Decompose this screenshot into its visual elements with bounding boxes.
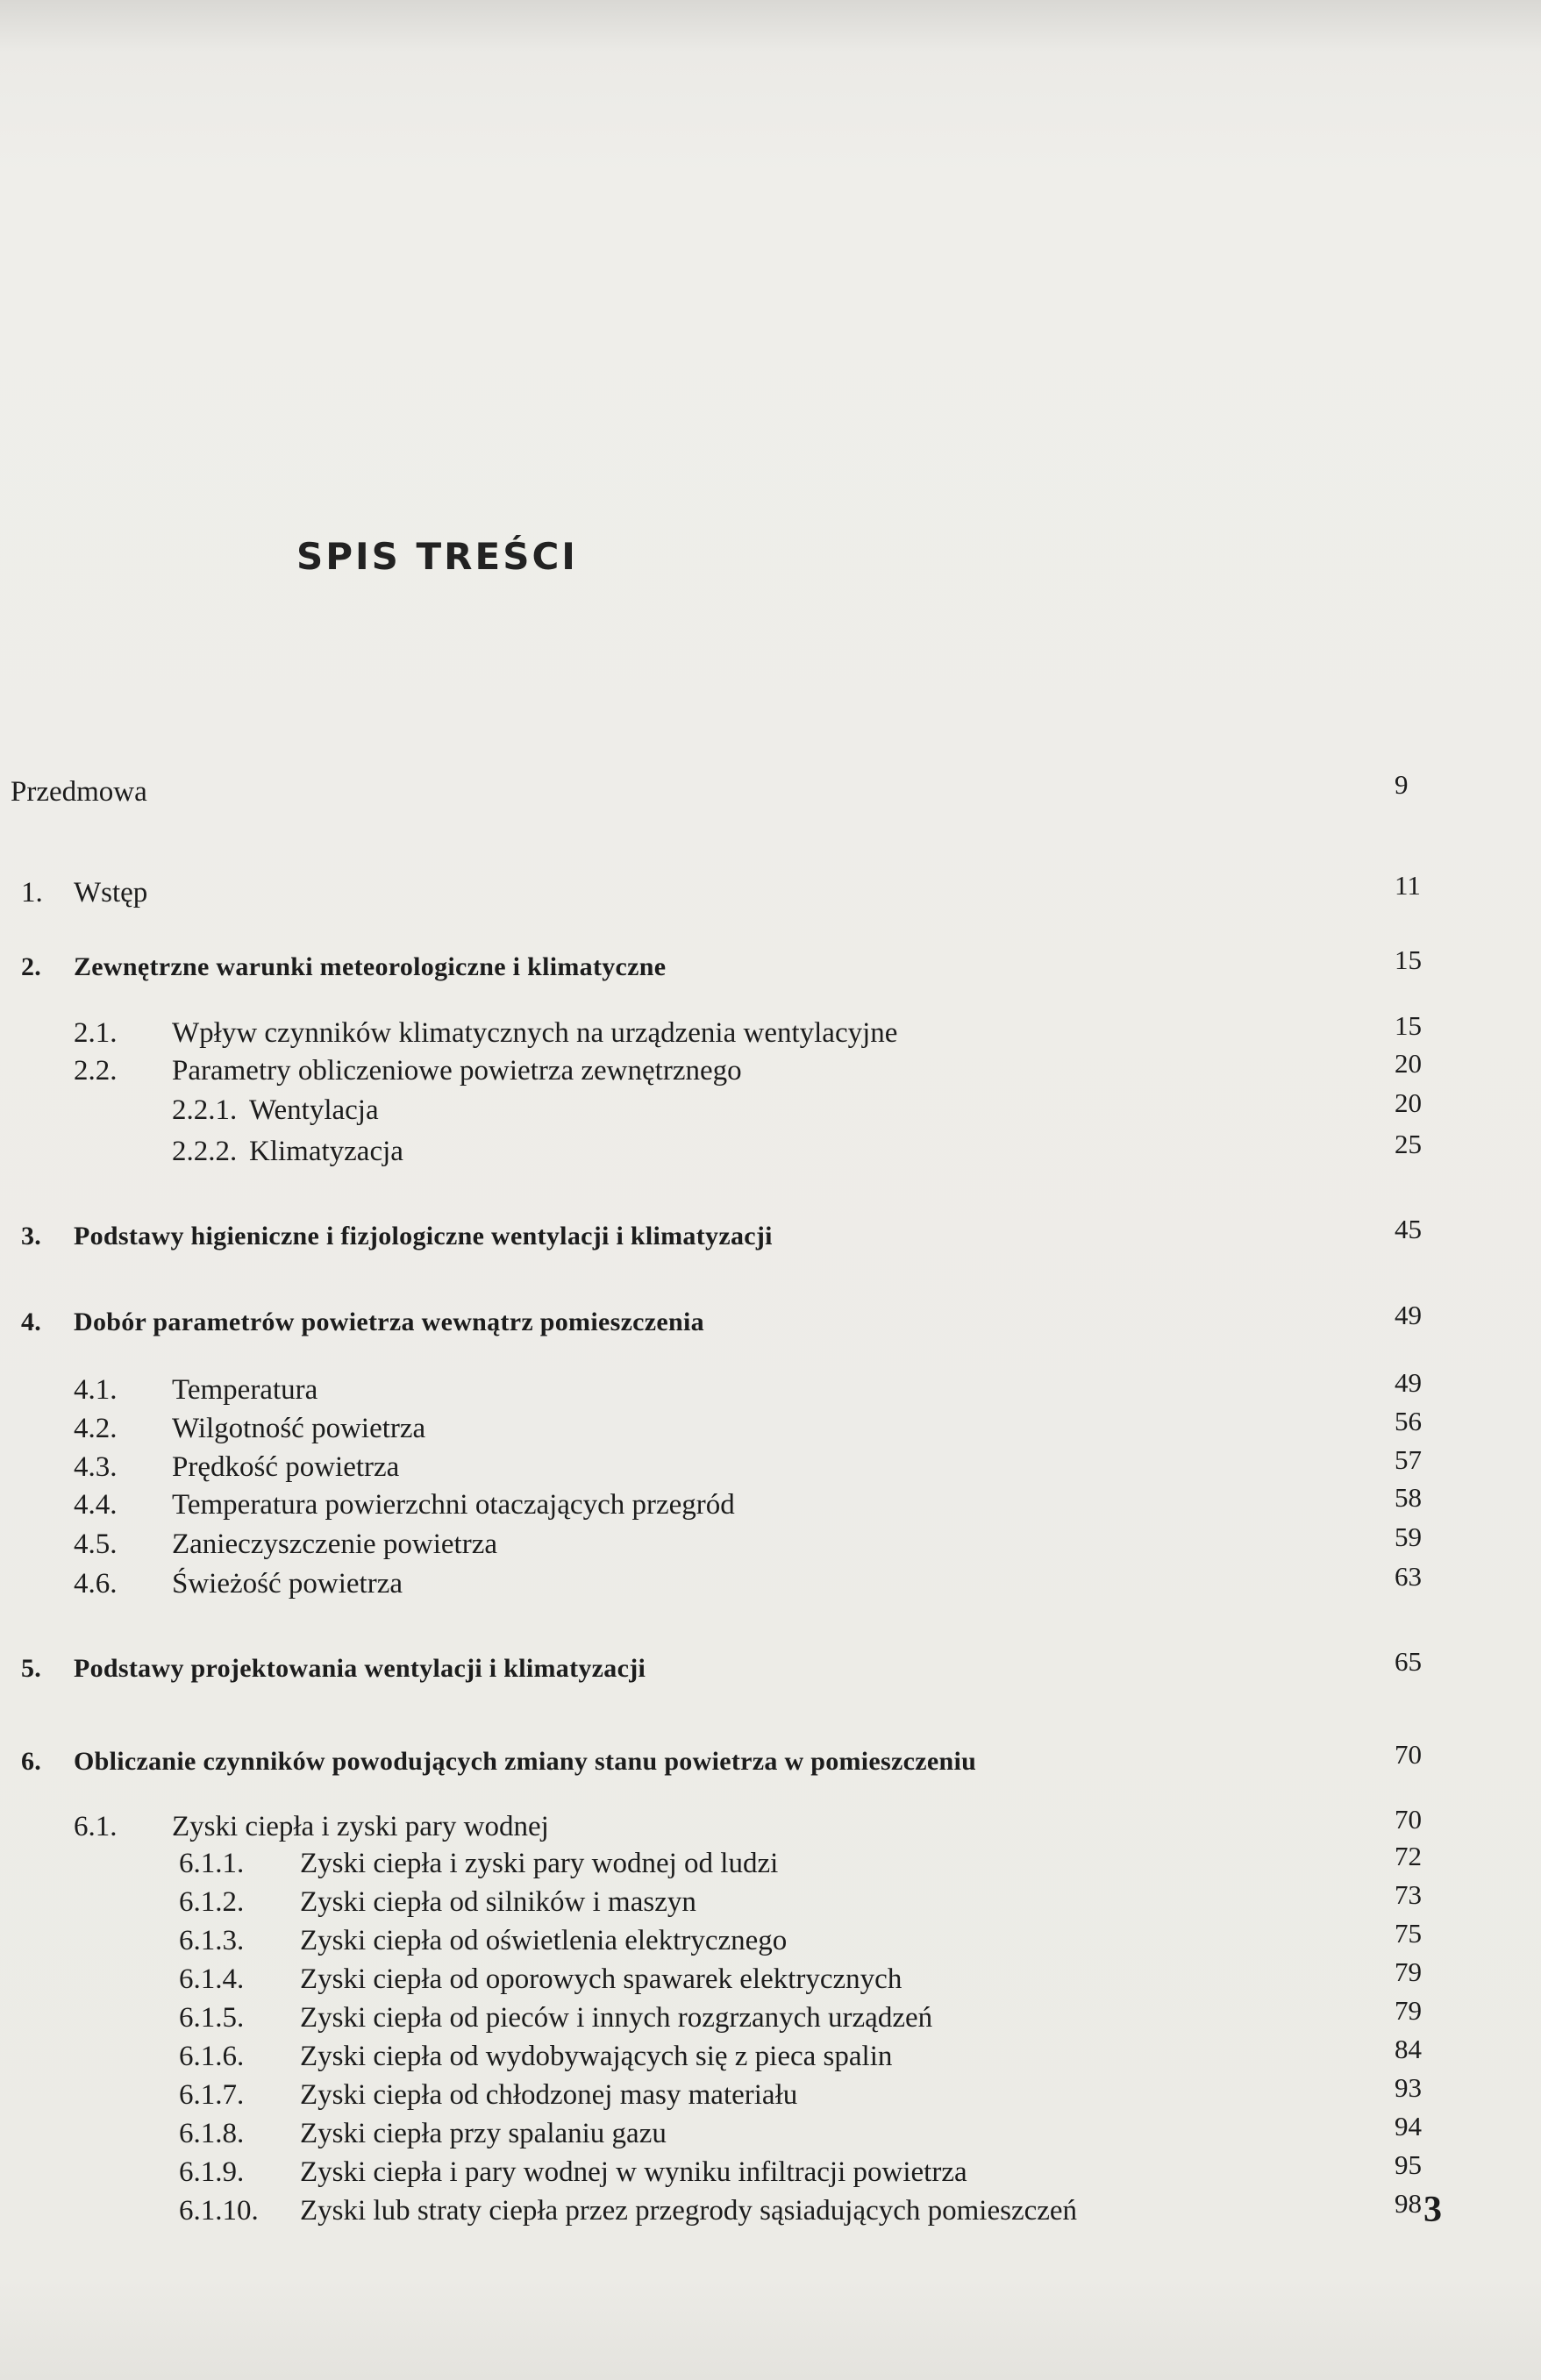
toc-entry-page-number: 11 xyxy=(1395,870,1421,901)
toc-entry[interactable] xyxy=(0,2113,1541,2154)
toc-entry-label: Dobór parametrów powietrza wewnątrz pomieszczenia xyxy=(74,1308,704,1336)
dot-leader xyxy=(386,1090,1342,1130)
dot-leader xyxy=(154,873,1342,913)
toc-entry-label: Temperatura powierzchni otaczających przegród xyxy=(172,1489,735,1521)
dot-leader xyxy=(410,1564,1342,1604)
dot-leader xyxy=(974,2152,1342,2192)
toc-entry[interactable] xyxy=(0,944,1541,987)
page-folio: 3 xyxy=(1423,2190,1442,2230)
toc-entry-label: Zyski ciepła od oporowych spawarek elektrycznych xyxy=(300,1963,902,1995)
toc-entry-page-number: 79 xyxy=(1395,1956,1422,1987)
toc-entry-label: Obliczanie czynników powodujących zmiany stanu powietrza w pomieszczeniu xyxy=(74,1747,977,1776)
dot-leader xyxy=(899,2036,1342,2077)
toc-entry-label: Zyski ciepła od silników i maszyn xyxy=(300,1886,696,1918)
toc-entry[interactable] xyxy=(0,1302,1541,1343)
toc-entry[interactable] xyxy=(0,1444,1541,1487)
dot-leader xyxy=(1084,2191,1342,2231)
toc-entry-number: 2.1. xyxy=(74,1017,118,1049)
toc-entry-number: 4. xyxy=(21,1308,42,1336)
toc-entry[interactable] xyxy=(0,1920,1541,1961)
toc-entry-label: Wstęp xyxy=(74,877,148,909)
dot-leader xyxy=(410,1131,1342,1172)
toc-entry-number: 4.3. xyxy=(74,1451,118,1483)
dot-leader xyxy=(703,1882,1342,1922)
toc-entry-label: Podstawy higieniczne i fizjologiczne wentylacji i klimatyzacji xyxy=(74,1222,773,1251)
toc-entry-number: 6.1.2. xyxy=(179,1886,245,1918)
toc-entry-label: Wilgotność powietrza xyxy=(172,1413,426,1444)
toc-entry-page-number: 98 xyxy=(1395,2188,1422,2219)
toc-entry-number: 2. xyxy=(21,952,42,981)
toc-entry[interactable] xyxy=(0,2149,1541,2192)
dot-leader xyxy=(904,1013,1342,1053)
toc-entry[interactable] xyxy=(0,1995,1541,2038)
toc-entry-number: 6.1.4. xyxy=(179,1963,245,1995)
toc-entry-page-number: 73 xyxy=(1395,1879,1422,1910)
toc-entry-number: 6.1. xyxy=(74,1811,118,1842)
toc-entry[interactable] xyxy=(0,1048,1541,1091)
toc-entry-label: Wentylacja xyxy=(249,1094,379,1126)
toc-entry-number: 6.1.9. xyxy=(179,2156,245,2188)
toc-entry[interactable] xyxy=(0,1521,1541,1564)
toc-entry-page-number: 45 xyxy=(1395,1214,1422,1244)
toc-entry-label: Zyski ciepła od oświetlenia elektrycznego xyxy=(300,1925,788,1956)
toc-entry-label: Zyski ciepła od wydobywających się z pieca spalin xyxy=(300,2041,893,2072)
toc-entry-number: 1. xyxy=(21,877,43,909)
toc-entry[interactable] xyxy=(0,870,1541,913)
toc-entry-number: 2.2.1. xyxy=(172,1094,238,1126)
dot-leader xyxy=(785,1843,1342,1884)
dot-leader xyxy=(432,1408,1342,1449)
toc-entry-label: Zyski ciepła i zyski pary wodnej od ludzi xyxy=(300,1848,779,1879)
dot-leader xyxy=(674,2113,1342,2154)
dot-leader xyxy=(653,1649,1342,1689)
toc-entry-label: Klimatyzacja xyxy=(249,1136,403,1167)
dot-leader xyxy=(939,1998,1342,2038)
toc-entry-number: 4.1. xyxy=(74,1374,118,1406)
toc-entry-page-number: 9 xyxy=(1395,769,1409,800)
toc-entry-label: Zyski ciepła przy spalaniu gazu xyxy=(300,2118,667,2149)
toc-entry-number: 6. xyxy=(21,1747,42,1776)
dot-leader xyxy=(406,1447,1342,1487)
toc-entry[interactable] xyxy=(0,769,1541,812)
toc-entry[interactable] xyxy=(0,1646,1541,1689)
toc-entry-label: Zyski lub straty ciepła przez przegrody sąsiadujących pomieszczeń xyxy=(300,2195,1078,2227)
toc-entry[interactable] xyxy=(0,1739,1541,1782)
toc-entry[interactable] xyxy=(0,1482,1541,1525)
toc-entry[interactable] xyxy=(0,1087,1541,1130)
toc-entry-number: 5. xyxy=(21,1654,42,1683)
dot-leader xyxy=(780,1216,1342,1257)
toc-entry-page-number: 63 xyxy=(1395,1561,1422,1592)
toc-entry[interactable] xyxy=(0,2036,1541,2077)
toc-entry-page-number: 15 xyxy=(1395,944,1422,975)
dot-leader xyxy=(154,772,1342,812)
toc-entry[interactable] xyxy=(0,2072,1541,2115)
dot-leader xyxy=(325,1370,1342,1410)
toc-entry-number: 6.1.1. xyxy=(179,1848,245,1879)
page-title: SPIS TREŚCI xyxy=(296,535,578,578)
dot-leader xyxy=(742,1485,1342,1525)
toc-entry-page-number: 49 xyxy=(1395,1367,1422,1398)
dot-leader xyxy=(749,1051,1342,1091)
toc-entry-label: Wpływ czynników klimatycznych na urządzenia wentylacyjne xyxy=(172,1017,898,1049)
toc-entry[interactable] xyxy=(0,1956,1541,1999)
dot-leader xyxy=(983,1742,1342,1782)
toc-entry-number: 3. xyxy=(21,1222,42,1251)
toc-entry-number: 4.6. xyxy=(74,1568,118,1600)
toc-entry-number: 6.1.5. xyxy=(179,2002,245,2034)
toc-entry[interactable] xyxy=(0,1216,1541,1257)
toc-entry-label: Prędkość powietrza xyxy=(172,1451,400,1483)
toc-entry-label: Zyski ciepła od chłodzonej masy materiału xyxy=(300,2079,798,2111)
toc-entry-page-number: 20 xyxy=(1395,1048,1422,1079)
toc-entry-number: 6.1.8. xyxy=(179,2118,245,2149)
toc-entry[interactable] xyxy=(0,2188,1541,2231)
toc-entry-page-number: 70 xyxy=(1395,1739,1422,1770)
toc-entry-page-number: 93 xyxy=(1395,2072,1422,2103)
toc-entry-label: Podstawy projektowania wentylacji i klimatyzacji xyxy=(74,1654,646,1683)
dot-leader xyxy=(909,1959,1342,1999)
toc-entry-page-number: 15 xyxy=(1395,1010,1422,1041)
toc-entry-label: Zanieczyszczenie powietrza xyxy=(172,1528,498,1560)
dot-leader xyxy=(556,1806,1342,1847)
dot-leader xyxy=(504,1524,1342,1564)
toc-entry-label: Zewnętrzne warunki meteorologiczne i klimatyczne xyxy=(74,952,667,981)
dot-leader xyxy=(711,1302,1342,1343)
toc-entry-page-number: 20 xyxy=(1395,1087,1422,1118)
toc-entry-number: 6.1.3. xyxy=(179,1925,245,1956)
toc-entry-label: Świeżość powietrza xyxy=(172,1568,403,1600)
toc-entry-number: 2.2. xyxy=(74,1055,118,1087)
toc-entry[interactable] xyxy=(0,1879,1541,1922)
dot-leader xyxy=(673,947,1342,987)
toc-entry[interactable] xyxy=(0,1561,1541,1604)
toc-entry-page-number: 58 xyxy=(1395,1482,1422,1513)
toc-entry-number: 6.1.7. xyxy=(179,2079,245,2111)
toc-entry-label: Parametry obliczeniowe powietrza zewnętrznego xyxy=(172,1055,742,1087)
toc-entry-page-number: 75 xyxy=(1395,1918,1422,1949)
toc-entry[interactable] xyxy=(0,1843,1541,1884)
toc-entry-page-number: 84 xyxy=(1395,2034,1422,2064)
toc-entry-page-number: 65 xyxy=(1395,1646,1422,1677)
toc-entry-page-number: 70 xyxy=(1395,1804,1422,1835)
toc-entry-page-number: 56 xyxy=(1395,1406,1422,1436)
toc-entry-page-number: 95 xyxy=(1395,2149,1422,2180)
toc-entry-number: 4.2. xyxy=(74,1413,118,1444)
toc-entry[interactable] xyxy=(0,1010,1541,1053)
toc-entry-page-number: 72 xyxy=(1395,1841,1422,1871)
toc-entry[interactable] xyxy=(0,1131,1541,1172)
toc-entry-page-number: 79 xyxy=(1395,1995,1422,2026)
toc-entry-number: 2.2.2. xyxy=(172,1136,238,1167)
dot-leader xyxy=(794,1920,1342,1961)
toc-entry-number: 4.5. xyxy=(74,1528,118,1560)
toc-entry-label: Zyski ciepła od pieców i innych rozgrzanych urządzeń xyxy=(300,2002,933,2034)
toc-entry-number: 6.1.10. xyxy=(179,2195,259,2227)
toc-entry-label: Przedmowa xyxy=(11,776,147,808)
toc-entry-page-number: 59 xyxy=(1395,1521,1422,1552)
toc-entry-label: Zyski ciepła i pary wodnej w wyniku infiltracji powietrza xyxy=(300,2156,967,2188)
toc-entry-label: Temperatura xyxy=(172,1374,318,1406)
toc-entry[interactable] xyxy=(0,1806,1541,1847)
toc-entry[interactable] xyxy=(0,1367,1541,1410)
toc-entry-label: Zyski ciepła i zyski pary wodnej xyxy=(172,1811,549,1842)
toc-entry-page-number: 25 xyxy=(1395,1129,1422,1159)
toc-entry-number: 4.4. xyxy=(74,1489,118,1521)
dot-leader xyxy=(804,2075,1342,2115)
toc-entry[interactable] xyxy=(0,1408,1541,1449)
toc-entry-number: 6.1.6. xyxy=(179,2041,245,2072)
toc-entry-page-number: 49 xyxy=(1395,1300,1422,1330)
toc-entry-page-number: 94 xyxy=(1395,2111,1422,2141)
toc-entry-page-number: 57 xyxy=(1395,1444,1422,1475)
